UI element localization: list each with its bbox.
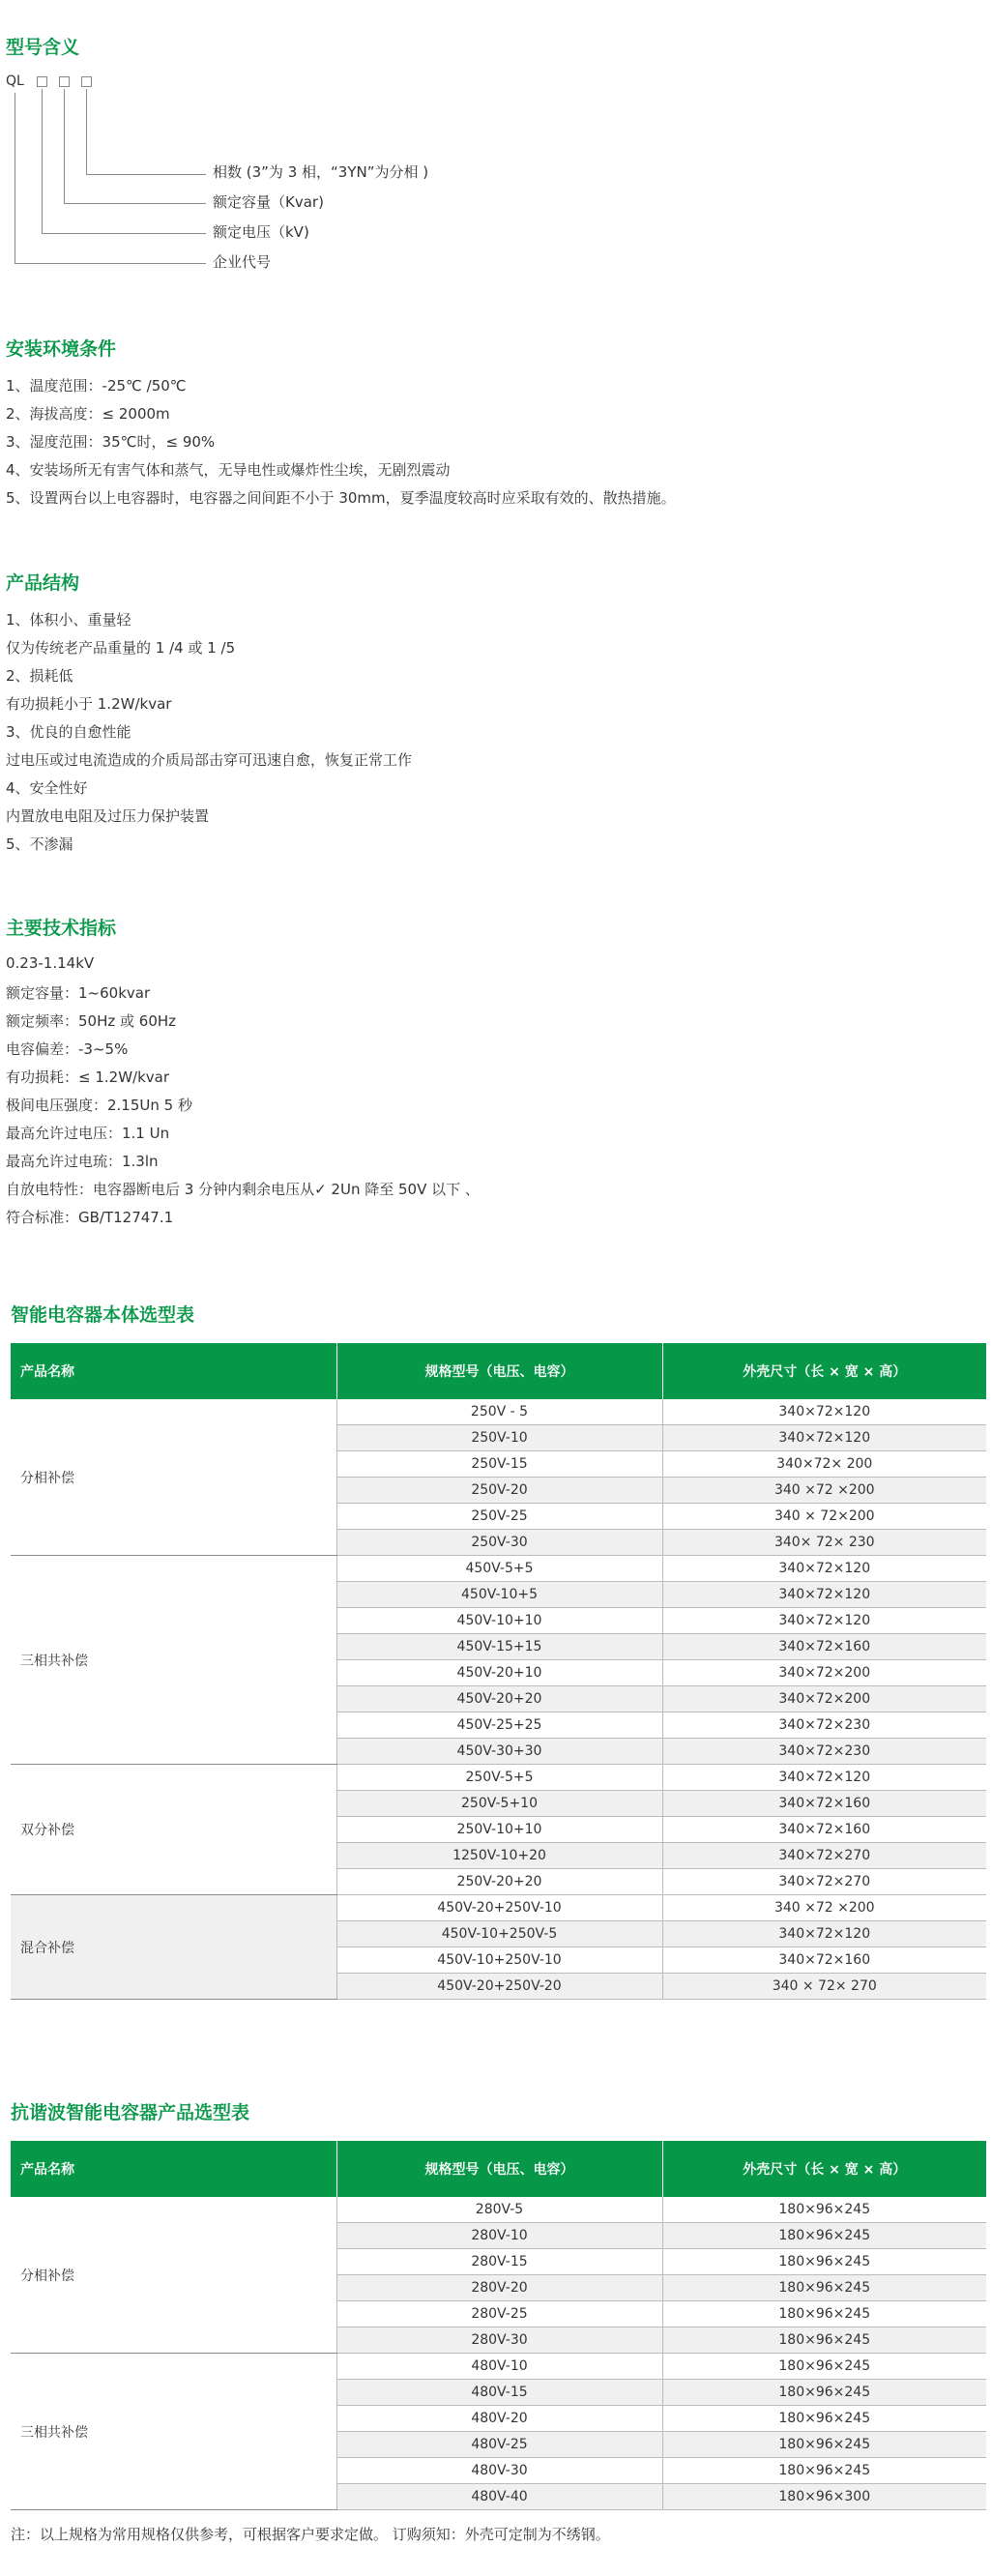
housing-size-cell: 180×96×245 (662, 2432, 986, 2458)
model-spec-cell: 450V-15+15 (336, 1634, 662, 1660)
housing-size-cell: 340×72×270 (662, 1843, 986, 1869)
structure-line: 1、体积小、重量轻 (6, 611, 131, 629)
model-spec-cell: 450V-10+250V-5 (336, 1921, 662, 1947)
housing-size-cell: 180×96×300 (662, 2484, 986, 2510)
table-row (11, 2354, 986, 2380)
column-header: 规格型号（电压、电容） (336, 1343, 662, 1399)
connector-line (64, 89, 65, 203)
housing-size-cell: 340×72×160 (662, 1634, 986, 1660)
spec-line: 自放电特性：电容器断电后 3 分钟内剩余电压从✓ 2Un 降至 50V 以下 、 (6, 1181, 480, 1198)
model-spec-cell: 450V-10+10 (336, 1608, 662, 1634)
model-spec-cell: 280V-15 (336, 2249, 662, 2275)
housing-size-cell: 180×96×245 (662, 2275, 986, 2301)
model-spec-cell: 280V-5 (336, 2197, 662, 2223)
model-spec-cell: 450V-10+250V-10 (336, 1947, 662, 1974)
model-spec-cell: 480V-20 (336, 2406, 662, 2432)
model-spec-cell: 250V-10 (336, 1425, 662, 1451)
table2-title: 抗谐波智能电容器产品选型表 (11, 2102, 250, 2123)
footnote: 注：以上规格为常用规格仅供参考，可根据客户要求定做。 订购须知：外壳可定制为不绣钢。 (11, 2526, 610, 2543)
product-name-cell: 三相共补偿 (11, 1556, 336, 1765)
structure-line: 2、损耗低 (6, 667, 73, 685)
connector-line (86, 174, 206, 175)
model-code-box-2 (59, 76, 70, 87)
housing-size-cell: 340 × 72×200 (662, 1504, 986, 1530)
structure-line: 仅为传统老产品重量的 1 /4 或 1 /5 (6, 639, 236, 657)
spec-line: 极间电压强度：2.15Un 5 秒 (6, 1097, 192, 1114)
table2 (11, 2141, 986, 2510)
model-spec-cell: 250V-15 (336, 1451, 662, 1478)
environment-line: 4、安装场所无有害气体和蒸气，无导电性或爆炸性尘埃，无剧烈震动 (6, 461, 451, 479)
connector-line (15, 263, 206, 264)
housing-size-cell: 180×96×245 (662, 2406, 986, 2432)
housing-size-cell: 340×72×200 (662, 1660, 986, 1686)
housing-size-cell: 340×72×160 (662, 1791, 986, 1817)
housing-size-cell: 340 × 72× 270 (662, 1974, 986, 2000)
spec-line: 最高允许过电琉：1.3ln (6, 1153, 159, 1170)
model-spec-cell: 450V-20+250V-20 (336, 1974, 662, 2000)
table1 (11, 1343, 986, 2000)
model-spec-cell: 250V-25 (336, 1504, 662, 1530)
model-spec-cell: 1250V-10+20 (336, 1843, 662, 1869)
model-spec-cell: 250V-5+5 (336, 1765, 662, 1791)
table1-title: 智能电容器本体选型表 (11, 1304, 195, 1326)
column-header: 规格型号（电压、电容） (336, 2141, 662, 2197)
housing-size-cell: 180×96×245 (662, 2380, 986, 2406)
housing-size-cell: 180×96×245 (662, 2458, 986, 2484)
product-name-cell: 分相补偿 (11, 2197, 336, 2354)
table-row (11, 2197, 986, 2223)
product-name-cell: 混合补偿 (11, 1895, 336, 2000)
housing-size-cell: 340×72× 200 (662, 1451, 986, 1478)
housing-size-cell: 180×96×245 (662, 2354, 986, 2380)
model-spec-cell: 250V-10+10 (336, 1817, 662, 1843)
housing-size-cell: 340×72×120 (662, 1425, 986, 1451)
model-spec-cell: 250V-5+10 (336, 1791, 662, 1817)
model-spec-cell: 450V-20+10 (336, 1660, 662, 1686)
model-code-box-3 (81, 76, 92, 87)
structure-line: 4、安全性好 (6, 779, 88, 797)
connector-line (42, 233, 206, 234)
model-spec-cell: 280V-20 (336, 2275, 662, 2301)
model-spec-cell: 480V-40 (336, 2484, 662, 2510)
model-spec-cell: 480V-30 (336, 2458, 662, 2484)
model-spec-cell: 250V-20 (336, 1478, 662, 1504)
housing-size-cell: 180×96×245 (662, 2223, 986, 2249)
model-spec-cell: 480V-10 (336, 2354, 662, 2380)
spec-line: 0.23-1.14kV (6, 954, 95, 972)
structure-line: 5、不渗漏 (6, 835, 73, 853)
structure-line: 3、优良的自愈性能 (6, 723, 131, 741)
connector-line (64, 203, 206, 204)
housing-size-cell: 340×72×270 (662, 1869, 986, 1895)
model-label-voltage: 额定电压（kV) (213, 223, 309, 241)
spec-line: 电容偏差：-3~5% (6, 1040, 129, 1058)
table1-body (11, 1399, 986, 2000)
model-label-phases: 相数 (3”为 3 相，“3YN”为分相 ) (213, 163, 429, 181)
housing-size-cell: 340 ×72 ×200 (662, 1478, 986, 1504)
product-name-cell: 三相共补偿 (11, 2354, 336, 2510)
housing-size-cell: 340× 72× 230 (662, 1530, 986, 1556)
structure-line: 内置放电电阻及过压力保护装置 (6, 807, 210, 825)
table-header-row (11, 2141, 986, 2197)
housing-size-cell: 340×72×120 (662, 1582, 986, 1608)
connector-line (86, 89, 87, 174)
structure-line: 有功损耗小于 1.2W/kvar (6, 695, 172, 713)
model-spec-cell: 450V-20+250V-10 (336, 1895, 662, 1921)
model-spec-cell: 250V - 5 (336, 1399, 662, 1425)
model-spec-cell: 280V-30 (336, 2327, 662, 2354)
model-spec-cell: 480V-15 (336, 2380, 662, 2406)
housing-size-cell: 340 ×72 ×200 (662, 1895, 986, 1921)
model-code-box-1 (37, 76, 47, 87)
spec-line: 有功损耗：≤ 1.2W/kvar (6, 1068, 169, 1086)
model-spec-cell: 480V-25 (336, 2432, 662, 2458)
housing-size-cell: 340×72×230 (662, 1739, 986, 1765)
environment-line: 1、温度范围：-25℃ /50℃ (6, 377, 187, 395)
structure-title: 产品结构 (6, 572, 80, 594)
model-spec-cell: 450V-5+5 (336, 1556, 662, 1582)
housing-size-cell: 340×72×120 (662, 1608, 986, 1634)
housing-size-cell: 180×96×245 (662, 2197, 986, 2223)
table-row (11, 1399, 986, 1425)
column-header: 产品名称 (11, 2141, 336, 2197)
table-row (11, 1895, 986, 1921)
environment-line: 5、设置两台以上电容器时，电容器之间间距不小于 30mm，夏季温度较高时应采取有效的、散热措施。 (6, 489, 676, 507)
housing-size-cell: 340×72×200 (662, 1686, 986, 1712)
column-header: 外壳尺寸（长 × 宽 × 高） (662, 2141, 986, 2197)
structure-line: 过电压或过电流造成的介质局部击穿可迅速自愈，恢复正常工作 (6, 751, 413, 769)
housing-size-cell: 340×72×120 (662, 1921, 986, 1947)
column-header: 外壳尺寸（长 × 宽 × 高） (662, 1343, 986, 1399)
housing-size-cell: 340×72×160 (662, 1817, 986, 1843)
table2-body (11, 2197, 986, 2510)
model-label-company: 企业代号 (213, 253, 272, 271)
housing-size-cell: 180×96×245 (662, 2249, 986, 2275)
model-spec-cell: 280V-10 (336, 2223, 662, 2249)
spec-line: 额定容量：1~60kvar (6, 984, 151, 1002)
housing-size-cell: 180×96×245 (662, 2301, 986, 2327)
environment-line: 2、海拔高度：≤ 2000m (6, 405, 170, 423)
table-row (11, 1556, 986, 1582)
housing-size-cell: 340×72×120 (662, 1765, 986, 1791)
model-spec-cell: 250V-30 (336, 1530, 662, 1556)
model-label-capacity: 额定容量（Kvar) (213, 193, 324, 211)
model-spec-cell: 450V-20+20 (336, 1686, 662, 1712)
housing-size-cell: 340×72×160 (662, 1947, 986, 1974)
spec-line: 最高允许过电压：1.1 Un (6, 1125, 170, 1142)
environment-line: 3、湿度范围：35℃时，≤ 90% (6, 433, 216, 451)
environment-title: 安装环境条件 (6, 338, 117, 360)
product-name-cell: 分相补偿 (11, 1399, 336, 1556)
product-name-cell: 双分补偿 (11, 1765, 336, 1895)
table-row (11, 1765, 986, 1791)
column-header: 产品名称 (11, 1343, 336, 1399)
model-spec-cell: 280V-25 (336, 2301, 662, 2327)
spec-line: 符合标准：GB/T12747.1 (6, 1209, 174, 1226)
model-spec-cell: 450V-25+25 (336, 1712, 662, 1739)
model-prefix: QL (6, 73, 24, 89)
model-meaning-title: 型号含义 (6, 37, 80, 58)
housing-size-cell: 340×72×120 (662, 1556, 986, 1582)
model-spec-cell: 450V-30+30 (336, 1739, 662, 1765)
housing-size-cell: 180×96×245 (662, 2327, 986, 2354)
specs-title: 主要技术指标 (6, 918, 117, 939)
spec-line: 额定频率：50Hz 或 60Hz (6, 1012, 177, 1030)
model-spec-cell: 450V-10+5 (336, 1582, 662, 1608)
housing-size-cell: 340×72×120 (662, 1399, 986, 1425)
connector-line (42, 89, 43, 233)
model-spec-cell: 250V-20+20 (336, 1869, 662, 1895)
table-header-row (11, 1343, 986, 1399)
housing-size-cell: 340×72×230 (662, 1712, 986, 1739)
